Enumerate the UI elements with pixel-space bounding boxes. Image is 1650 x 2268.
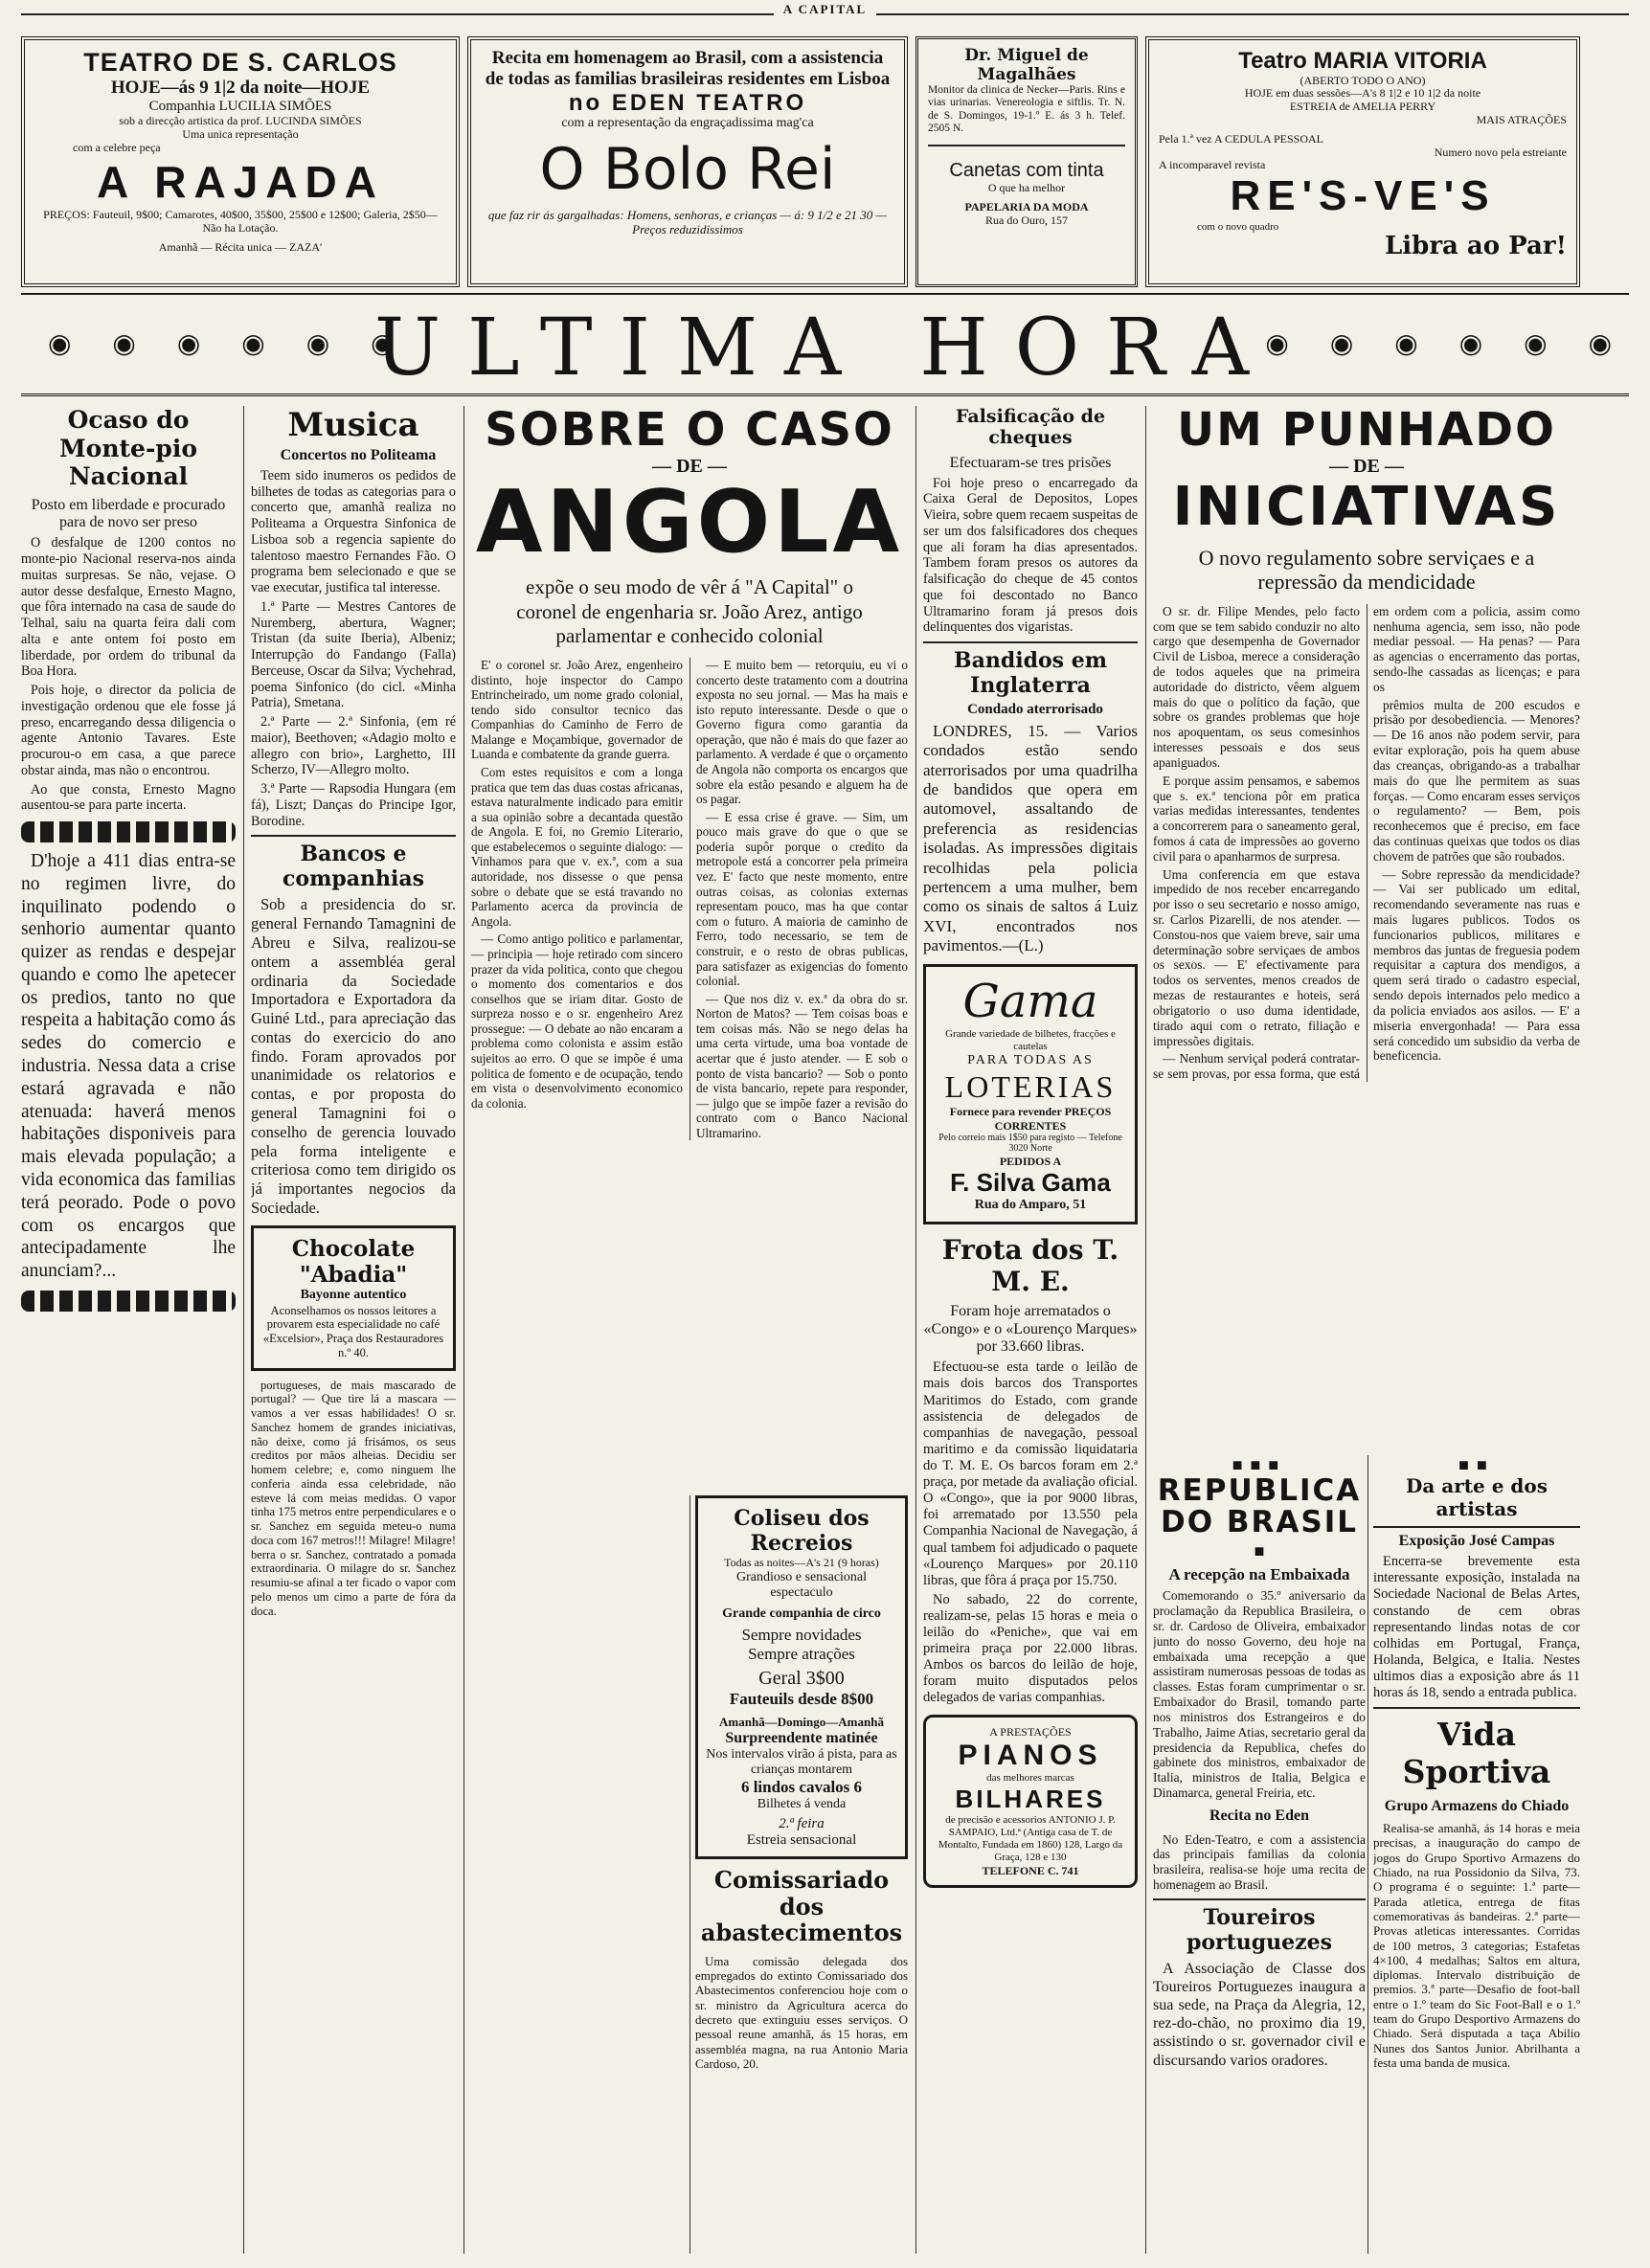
headline: REPUBLICA DO BRASIL <box>1157 1473 1362 1539</box>
divider <box>923 641 1138 643</box>
column-6 <box>1373 1455 1580 2254</box>
ad-line: F. Silva Gama <box>950 1168 1111 1198</box>
subheadline: Exposição José Campas <box>1398 1533 1555 1550</box>
ad-line: Bilhetes á venda <box>757 1797 847 1811</box>
ad-play-title: A RAJADA <box>97 156 384 207</box>
subheadline: expõe o seu modo de vêr á "A Capital" o coronel de engenharia sr. João Arez, antigo parlamentar e conhecido colonial <box>516 575 863 647</box>
paragraph: — Nenhum serviçal poderá contratar-se sem provas, por essa forma, que está em ordem com a policia, assim como nenhuma agencia, sem isso, não pode mediar pessoal. — Ha penas? — Para as agencias o encerramento das portas, sendo-lhe cassadas as licenças; e para os <box>1153 603 1580 1082</box>
ad-line: Amanhã—Domingo—Amanhã <box>719 1715 884 1729</box>
ad-line: com a representação da engraçadissima mag'ca <box>561 116 814 131</box>
ad-line: das melhores marcas <box>986 1772 1074 1785</box>
ornament-icon: ◉ ◉ ◉ ◉ ◉ ◉ <box>48 329 412 359</box>
ornament-icon: ■■ <box>1458 1455 1495 1474</box>
ad-eden-teatro <box>467 36 908 287</box>
ad-gama-loterias <box>923 964 1138 1224</box>
ad-title: BILHARES <box>955 1785 1106 1814</box>
ad-pen-sub: O que ha melhor <box>987 180 1066 194</box>
ad-text: Aconselhamos os nossos leitores a provarem esta especialidade no café «Excelsior», Praça dos Restauradores n.º 40. <box>262 1303 444 1359</box>
ornament-rule <box>21 821 236 842</box>
ad-title: Coliseu dos Recreios <box>734 1506 870 1556</box>
column-1 <box>21 406 236 2254</box>
paragraph: Teem sido inumeros os pedidos de bilhetes de todas as categorias para o concerto que, amanhã realiza no Politeama a Orquestra Sinfonica de Lisboa sob a regencia sapiente do talentoso maestro Fernandes Fão. O programa bem selecionado e que se vae executar, justifica tal interesse. <box>251 467 456 596</box>
paragraph: — Como antigo politico e parlamentar, — principia — hoje retirado com sincero prazer da vida politica, conto que chegou o momento dos comentarios e dos conselhos que se iriam ditar. Gosto de surpreza nosso e o sr. engenheiro Arez prossegue: — O debate ao não encaram a problema como colonista e assim estão sujeitos ao erro. O que se impõe é uma politica de fomento e de ocupação, tendo em vista o desenvolvimento economico da colonia. <box>471 932 683 1111</box>
headline: Vida Sportiva <box>1402 1716 1551 1791</box>
column-rule <box>1367 1455 1368 2254</box>
ad-footer: que faz rir ás gargalhadas: Homens, senhoras, e crianças — á: 9 1/2 e 21 30 — Preços reduzidissimos <box>487 208 888 237</box>
ad-line: HOJE—ás 9 1|2 da noite—HOJE <box>110 78 371 99</box>
ad-line: Fauteuils desde 8$00 <box>729 1690 874 1708</box>
subheadline: Grupo Armazens do Chiado <box>1384 1798 1570 1815</box>
ad-line: LOTERIAS <box>944 1068 1117 1104</box>
subheadline: Posto em liberdade e procurado para de novo ser preso <box>31 496 226 531</box>
headline: ANGOLA <box>475 472 904 573</box>
ad-title: TEATRO DE S. CARLOS <box>83 48 397 77</box>
divider <box>1153 1898 1366 1900</box>
ad-line: Pelo correio mais 1$50 para registo — Telefone 3020 Norte <box>938 1132 1122 1155</box>
ad-play-title: RE'S-VE'S <box>1230 172 1496 220</box>
ad-line: sob a direcção artistica da prof. LUCINDA SIMÕES <box>119 114 362 128</box>
column-rule <box>243 406 244 2254</box>
ad-teatro-sao-carlos <box>21 36 460 287</box>
paragraph: Ao que consta, Ernesto Magno ausentou-se para parte incerta. <box>21 781 236 814</box>
banner-title: ULTIMA HORA <box>374 303 1276 393</box>
paragraph: — E muito bem — retorquiu, eu vi o concerto deste tratamento com a doutrina exposta no seu jornal. — Mas ha mais e isto reputo interessante. Desde o que o Governo figura como garantia da operação, que não é mais do que fazer ao parlamento. A verdade é que o orçamento de Angola não comporta os encargos que sobre ela estão pesando e alguem ha de os pagar. <box>696 657 908 807</box>
paragraph: O sr. dr. Filipe Mendes, pelo facto com que se tem sabido conduzir no alto cargo que desempenha de Governador Civil de Lisboa, merece a consideração de todos aqueles que na primeira autoridade do districto, vêem alguem mais do que o político da fação, que sobre os grandes problemas que hoje nos apoquentam, os seus comesinhos interesses pessoais e dos seus apaniguados. <box>1153 603 1360 770</box>
column-rule <box>463 406 464 2254</box>
headline: Frota dos T. M. E. <box>941 1233 1119 1297</box>
paragraph: LONDRES, 15. — Varios condados estão sendo aterrorisados por uma quadrilha de bandidos que opera em automovel, assaltando de preferencia as residencias isoladas. As impressões digitais recolhidas pela policia pertencem a uma mulher, bem como os sinais de saltos á Luiz XVI, encontrados nos pavimentos.—(L.) <box>923 721 1138 955</box>
coliseu-column <box>695 1495 908 2254</box>
ad-pianos-bilhares <box>923 1715 1138 1888</box>
column-4 <box>923 406 1138 2254</box>
ad-line: Surpreendente matinée <box>725 1730 878 1746</box>
ad-phone: TELEFONE C. 741 <box>982 1863 1079 1877</box>
paragraph: No sabado, 22 do corrente, realizam-se, pelas 15 horas e meia o leilão do «Peniche», que vai em primeira praça por 22.000 libras. Ambos os barcos do leilão de hoje, foram muito disputados pelos delegados de varias companhias. <box>923 1591 1138 1706</box>
ad-prices: PREÇOS: Fauteuil, 9$00; Camarotes, 40$00, 35$00, 25$00 e 12$00; Galeria, 2$50—Não ha Lotação. <box>43 208 438 236</box>
paragraph: E' o coronel sr. João Arez, engenheiro distinto, hoje inspector do Campo Entrincheirado, um nome grado colonial, tendo sido consultor tecnico das Companhias do Caminho de Ferro de Malange e Moçambique, governador de Luanda e combatente da grande guerra. <box>471 657 683 762</box>
ultima-hora-banner <box>21 293 1629 396</box>
headline-de: — DE — <box>652 456 727 478</box>
ad-line: Recita em homenagem ao Brasil, com a assistencia de todas as familias brasileiras residentes em Lisboa <box>485 48 891 89</box>
ad-line: com a celebre peça <box>73 140 161 154</box>
headline: SOBRE O CASO <box>485 406 894 457</box>
ad-line: 6 lindos cavalos 6 <box>740 1778 863 1796</box>
ad-line: PEDIDOS A <box>999 1155 1062 1169</box>
paragraph: Uma conferencia em que estava impedido de nos receber encarregando por isso o seu secretario e nosso amigo, sr. Carlos Pizarelli, de nos atender. — Constou-nos que vaiem breve, sair uma determinação sobre serviçaes de ambos os sexos. — E' efectivamente para todos os serventes, menos creados de mezas de restaurantes e hoteis, será obrigatorio o uso duma identidade, tirado aqui com o retrato, filiação e impressões digitais. <box>1153 866 1360 1048</box>
ad-line: Grandioso e sensacional espectaculo <box>735 1570 868 1600</box>
paragraph: 1.ª Parte — Mestres Cantores de Nuremberg, abertura, Wagner; Tristan (da suite Iberia), Albeniz; Interrupção do Fandango (Falla) Berceuse, Oscar da Silva; Vychehrad, poema Sinfonico (do cicl. «Minha Patria), Smetana. <box>251 598 456 711</box>
headline: Bandidos em Inglaterra <box>954 648 1107 699</box>
column-rule <box>1145 406 1146 2254</box>
headline: UM PUNHADO <box>1177 406 1556 457</box>
paragraph: A Associação de Classe dos Toureiros Portuguezes inaugura a sua sede, na Praça da Alegria, 12, rez-do-chão, no proximo dia 19, assistindo o sr. governador civil e discursando varios oradores. <box>1153 1960 1366 2069</box>
ad-chocolate-abadia <box>251 1225 456 1371</box>
ad-line: no EDEN TEATRO <box>568 89 807 116</box>
ad-divider <box>928 145 1125 146</box>
ad-line: Rua do Amparo, 51 <box>974 1198 1087 1213</box>
ornament-rule <box>21 1291 236 1312</box>
ad-line: MAIS ATRAÇÕES <box>1476 112 1567 126</box>
divider <box>251 835 456 837</box>
paragraph: Foi hoje preso o encarregado da Caixa Geral de Depositos, Lopes Vieira, sobre quem recaem suspeitas de ser um dos falsificadores dos cheques que ali foram ha dias apresentados. Tambem foram presos os autores da falsificação do cheque de 45 contos que foi descontado no Banco Ultramarino foram já presos dois delinquentes dos vigaristas. <box>923 475 1138 636</box>
paragraph: Com estes requisitos e com a longa pratica que tem das duas costas africanas, estava naturalmente indicado para emitir a sua opinião sobre a decantada questão de Angola. E foi, no Gremio Literario, que estabelecemos o seguinte dialogo: — Vinhamos para que v. ex.ª, com a sua autoridade, nos dissesse o que pensa sobre o debate que se está travando no Parlamento acerca da provincia de Angola. <box>471 765 683 929</box>
paragraph: 3.ª Parte — Rapsodia Hungara (em fá), Liszt; Danças do Principe Igor, Borodine. <box>251 781 456 829</box>
paragraph: Efectuou-se esta tarde o leilão de mais dois barcos dos Transportes Maritimos do Estado, com grande assistencia de delegados de companhias de navegação, pessoal maritimo e da comissão liquidataria do T. M. E. Os barcos foram em 2.ª praça, por metade da avaliação oficial. O «Congo», que ia por 9000 libras, foi arrematado por 13.550 pela Companhia Nacional de Navegação, á qual tambem foi adjudicado o paquete «Lourenço Marques» por 20.110 libras, que fôra á praça por 15.750. <box>923 1359 1138 1588</box>
paragraph: 2.ª Parte — 2.ª Sinfonia, (em ré maior), Beethoven; «Adagio molto e allegro con brio», Larghetto, III Scherzo, IV—Allegro molto. <box>251 714 456 778</box>
ad-title: Gama <box>962 974 1098 1028</box>
ad-line: A PRESTAÇÕES <box>989 1724 1072 1739</box>
column-rule <box>915 406 916 2254</box>
headline: Comissariado dos abastecimentos <box>700 1866 903 1947</box>
divider <box>1373 1707 1580 1709</box>
ad-line: Grande variedade de bilhetes, fracções e cautelas <box>945 1028 1116 1053</box>
paragraph: — Que nos diz v. ex.ª da obra do sr. Norton de Matos? — Tem coisas boas e tem coisas más. Não se nego delas ha uma certa virtude, uma boa vontade de acertar que é justo atender. — E sob o ponto de vista bancario? — Sob o ponto de vista bancario, repete para responder, — julgo que se impõe fazer a revisão do contrato com o Banco Nacional Ultramarino. <box>696 991 908 1140</box>
ad-line: Nos intervalos virão á pista, para as crianças montarem <box>706 1747 897 1777</box>
paragraph: — E essa crise é grave. — Sim, um pouco mais grave do que o que se poderia supôr porque o credito da metropole está a concorrer pela primeira vez. E' facto que neste momento, entre outras coisas, as colonias externas representam pouco, mas ha que contar com o futuro. A maioria de caminho de Ferro, todo necessario, se tem de construir, e o resto de obras publicas, para satisfazer as exigencias do fomento colonial. <box>696 809 908 989</box>
ad-text: de precisão e acessorios ANTONIO J. P. SAMPAIO, Ltd.ª (Antiga casa de T. de Montalto, Fundada em 1860) 128, Largo da Graça, 128 e 130 <box>938 1813 1123 1863</box>
ad-text: Monitor da clinica de Necker—Paris. Rins e vias urinarias. Venereologia e siftlis. Tr. N. de S. Domingos, 19-1.º E. ás 3 h. Telef. 2505 N. <box>928 84 1125 134</box>
ad-line: Fornece para revender PREÇOS CORRENTES <box>949 1105 1112 1133</box>
column-5-lower <box>1153 1455 1366 2254</box>
ad-line: Sempre atrações <box>748 1645 855 1663</box>
paragraph: Sob a presidencia do sr. general Fernando Tamagnini de Abreu e Silva, realizou-se ontem a assembléa geral ordinaria da Sociedade Importadora e Exportadora da Guiné Ltd., para apreciação das contas do exercicio do ano findo. Foram aprovados por unanimidade os relatorios e contas, e por proposta do general Tamagnini foi o conselho de gerencia louvado pela forma inteligente e criteriosa como tem dirigido os já importantes negocios da Sociedade. <box>251 895 456 1218</box>
subheadline: O novo regulamento sobre serviçaes e a repressão da mendicidade <box>1198 546 1535 595</box>
headline: Recita no Eden <box>1209 1807 1309 1824</box>
ad-line: PARA TODAS AS <box>967 1053 1094 1068</box>
ad-line: A incomparavel revista <box>1159 158 1266 172</box>
headline: INICIATIVAS <box>1172 476 1561 539</box>
ad-dr-magalhaes <box>915 36 1138 287</box>
ad-pen: Canetas com tinta <box>949 159 1104 181</box>
ad-line: Grande companhia de circo <box>722 1606 881 1621</box>
subheadline: Foram hoje arrematados o «Congo» e o «Lourenço Marques» por 33.660 libras. <box>923 1302 1138 1356</box>
ad-line: Companhia LUCILIA SIMÕES <box>148 98 332 114</box>
ad-play-title: O Bolo Rei <box>539 136 836 204</box>
headline: Bancos e companhias <box>283 842 424 892</box>
ad-line: 2.ª feira <box>779 1816 825 1831</box>
ad-line: Numero novo pela estreiante <box>1434 145 1567 159</box>
masthead: A CAPITAL <box>0 2 1650 17</box>
column-rule <box>689 1495 690 2254</box>
ad-line: Geral 3$00 <box>758 1668 845 1689</box>
ad-line: ESTREIA de AMELIA PERRY <box>1289 100 1436 114</box>
subheadline: Condado aterrorisado <box>967 702 1103 718</box>
notice-inquilinato: D'hoje a 411 dias entra-se no regimen livre, do inquilinato podendo o senhorio aumentar quanto quizer as rendas e despejar quando e como lhe apetecer os predios, tanto no que respeita a habitação como ás sedes do comercio e industria. Nessa data a crise estará agravada e não atenuada: haverá menos habitações disponiveis para mais elevada população; a vida economica das familias terá peorado. Pode o povo com os encargos que antecipadamente lhe anunciam?... <box>21 851 236 1282</box>
headline: Ocaso do Monte-pio Nacional <box>58 406 197 490</box>
paragraph: Encerra-se brevemente esta interessante exposição, instalada na Sociedade Nacional de Belas Artes, constando de cem obras representando lindas notas de cor colhidas em Portugal, França, Holanda, Belgica, e Italia. Nestes ultimos dias a exposição abre ás 11 horas ás 18, sendo a entrada publica. <box>1373 1554 1580 1701</box>
ad-shop-address: Rua do Ouro, 157 <box>985 213 1068 227</box>
paragraph: Realisa-se amanhã, ás 14 horas e meia precisas, a inauguração do campo de jogos do Grupo Sportivo Armazens do Chiado, na rua Possidonio da Silva, 73. O programa é o seguinte: 1.ª parte—Parada atletica, entrega de fitas comemorativas ás bandeiras. 2.ª parte—Provas atleticas interessantes. Corridas de 100 metros, 3 categorias; Estafetas 4×100, 4 medalhas; Saltos em altura, diplomas. Intervalo distribuição de premios. 3.ª parte—Desafio de foot-ball entre o 1.º team do Sic Foot-Ball e o 1.º team do Grupo Desportivo Armazens do Chiado. Será disputada a taça Abilio Nunes dos Santos Junior. Abrilhanta a festa uma banda de musica. <box>1373 1820 1580 2071</box>
headline-de: — DE — <box>1329 456 1404 478</box>
paragraph: — Sobre repressão da mendicidade? — Vai ser publicado um edital, recomendando severamente nas ruas e mais lugares publicos. Todos os funcionarios publicos, militares e membros das juntas de freguesia podem requisitar a captura dos mendigos, a quem será tirado o cadastro especial, sendo depois internados pelo medico a da policia enviados aos asilos. — E' a miseria envergonhada! — Para essa será concedido um subsidio da verba de beneficencia. <box>1373 866 1580 1064</box>
ad-footer: Libra ao Par! <box>1385 232 1567 261</box>
headline: Toureiros portuguezes <box>1186 1904 1333 1955</box>
subheadline: A recepção na Embaixada <box>1168 1564 1350 1583</box>
ad-line: Sempre novidades <box>741 1626 862 1644</box>
ornament-icon: ◉ ◉ ◉ ◉ ◉ ◉ <box>1265 329 1629 359</box>
paragraph: Comemorando o 35.º aniversario da proclamação da Republica Brasileira, o sr. dr. Cardoso de Oliveira, embaixador junto do nosso Governo, deu hoje na embaixada uma recepção a que assistiram numerosas pessoas de todas as classes. Estas foram cumprimentar o sr. Embaixador do Brasil, tomando parte nos ministros dos Estrangeiros e do Trabalho, Jaime Atias, secretario geral da presidencia da Republica, chefes do gabinete dos ministros, embaixador de Italia, ministros de Italia, Belgica e Dinamarca, general Freiria, etc. <box>1153 1588 1366 1800</box>
paragraph: Pois hoje, o director da policia de investigação ordenou que ele fosse já preso, encarregando dessa diligencia o agente Antonio Tavares. Este procurou-o em casa, a que parece obstar ainda, mas não o encontrou. <box>21 683 236 778</box>
paragraph: E porque assim pensamos, e sabemos que s. ex.ª tenciona pôr em pratica varias medidas interessantes, tendentes a concorrerem para o saneamento geral, fomos á cata de impressões ao governo civil para o apanharmos de surpresa. <box>1153 773 1360 864</box>
ad-line: HOJE em duas sessões—A's 8 1|2 e 10 1|2 da noite <box>1244 86 1481 101</box>
paragraph: prêmios multa de 200 escudos e prisão por desobediencia. — Menores? — De 16 anos não podem servir, para evitar exploração, pois ha quem abuse das creanças, obrigando-as a trabalhar mais do que lhe permitem as suas forças. — Como encaram esses serviços o regulamento? — Bem, pois reconhecemos que é preciso, em face das continuas queixas que todos os dias chovem de patrões que são roubados. <box>1373 697 1580 864</box>
paragraph: portugueses, de mais mascarado de portugal? — Que tire lá a mascara — vamos a ver essas habilidades! O sr. Sanchez homem de grandes iniciativas, não deixe, como já frisámos, os seus creditos por mãos alheias. Decidiu ser homem celebre; e, como ninguem lhe conferia ainda essa celebridade, não esteve lá com meias medidas. O vapor tinha 175 metros entre perpendiculares e o sr. Sanchez em seguida meteu-o numa doca com 167 metros!!! Milagre! Milagre! berra o sr. Sanchez, contratado a pomada extraordinaria. O milagre do sr. Sanchez resumiu-se afinal a ter ficado o vapor com pelo menos um cimo a parte de fóra da doca. <box>251 1378 456 1618</box>
ad-shop: PAPELARIA DA MODA <box>964 199 1089 213</box>
ad-line: com o novo quadro <box>1197 220 1279 233</box>
ad-line: (ABERTO TODO O ANO) <box>1300 73 1426 87</box>
headline: Da arte e dos artistas <box>1406 1474 1548 1520</box>
ad-footer: Amanhã — Récita unica — ZAZA' <box>158 240 323 255</box>
ad-title: Chocolate "Abadia" <box>291 1235 416 1288</box>
ad-name: Dr. Miguel de Magalhães <box>964 46 1089 84</box>
subheadline: Concertos no Politeama <box>280 447 437 464</box>
ornament-icon: ■ <box>1254 1541 1265 1561</box>
ad-teatro-maria-vitoria <box>1145 36 1580 287</box>
ad-line: Pela 1.ª vez A CEDULA PESSOAL <box>1159 131 1323 146</box>
paragraph: Uma comissão delegada dos empregados do extinto Comissariado dos Abastecimentos conferenciou hoje com o sr. ministro da Agricultura acerca do decreto que extinguiu esses serviços. O pessoal reune amanhã, ás 15 horas, em assembléa magna, na rua Antonio Maria Cardoso, 20. <box>695 1953 908 2072</box>
paragraph: No Eden-Teatro, e com a assistencia das principais familias da colonia brasileira, realisa-se hoje uma recita de homenagem ao Brasil. <box>1153 1831 1366 1893</box>
paragraph: O desfalque de 1200 contos no monte-pio Nacional reserva-nos ainda muitas surpresas. Se não, vejase. O autor desse desfalque, Ernesto Magno, que fôra internado na casa de saude do Telhal, saiu na quarta feira dali com alta e ante ontem foi posto em liberdade, por ordem do tribunal da Boa Hora. <box>21 535 236 680</box>
headline: Falsificação de cheques <box>955 406 1106 449</box>
column-2 <box>251 406 456 2254</box>
ad-line: Estreia sensacional <box>746 1832 857 1848</box>
subheadline: Efectuaram-se tres prisões <box>949 454 1112 471</box>
ornament-icon: ■■■ <box>1232 1455 1287 1474</box>
divider <box>1373 1526 1580 1528</box>
ad-line: Todas as noites—A's 21 (9 horas) <box>724 1556 879 1569</box>
ad-title: PIANOS <box>958 1739 1103 1771</box>
ad-line: Uma unica representação <box>182 126 299 141</box>
headline: Musica <box>287 406 419 444</box>
ad-coliseu-recreios <box>695 1495 908 1859</box>
ad-title: Teatro MARIA VITORIA <box>1238 48 1487 74</box>
ad-sub: Bayonne autentico <box>300 1288 407 1303</box>
